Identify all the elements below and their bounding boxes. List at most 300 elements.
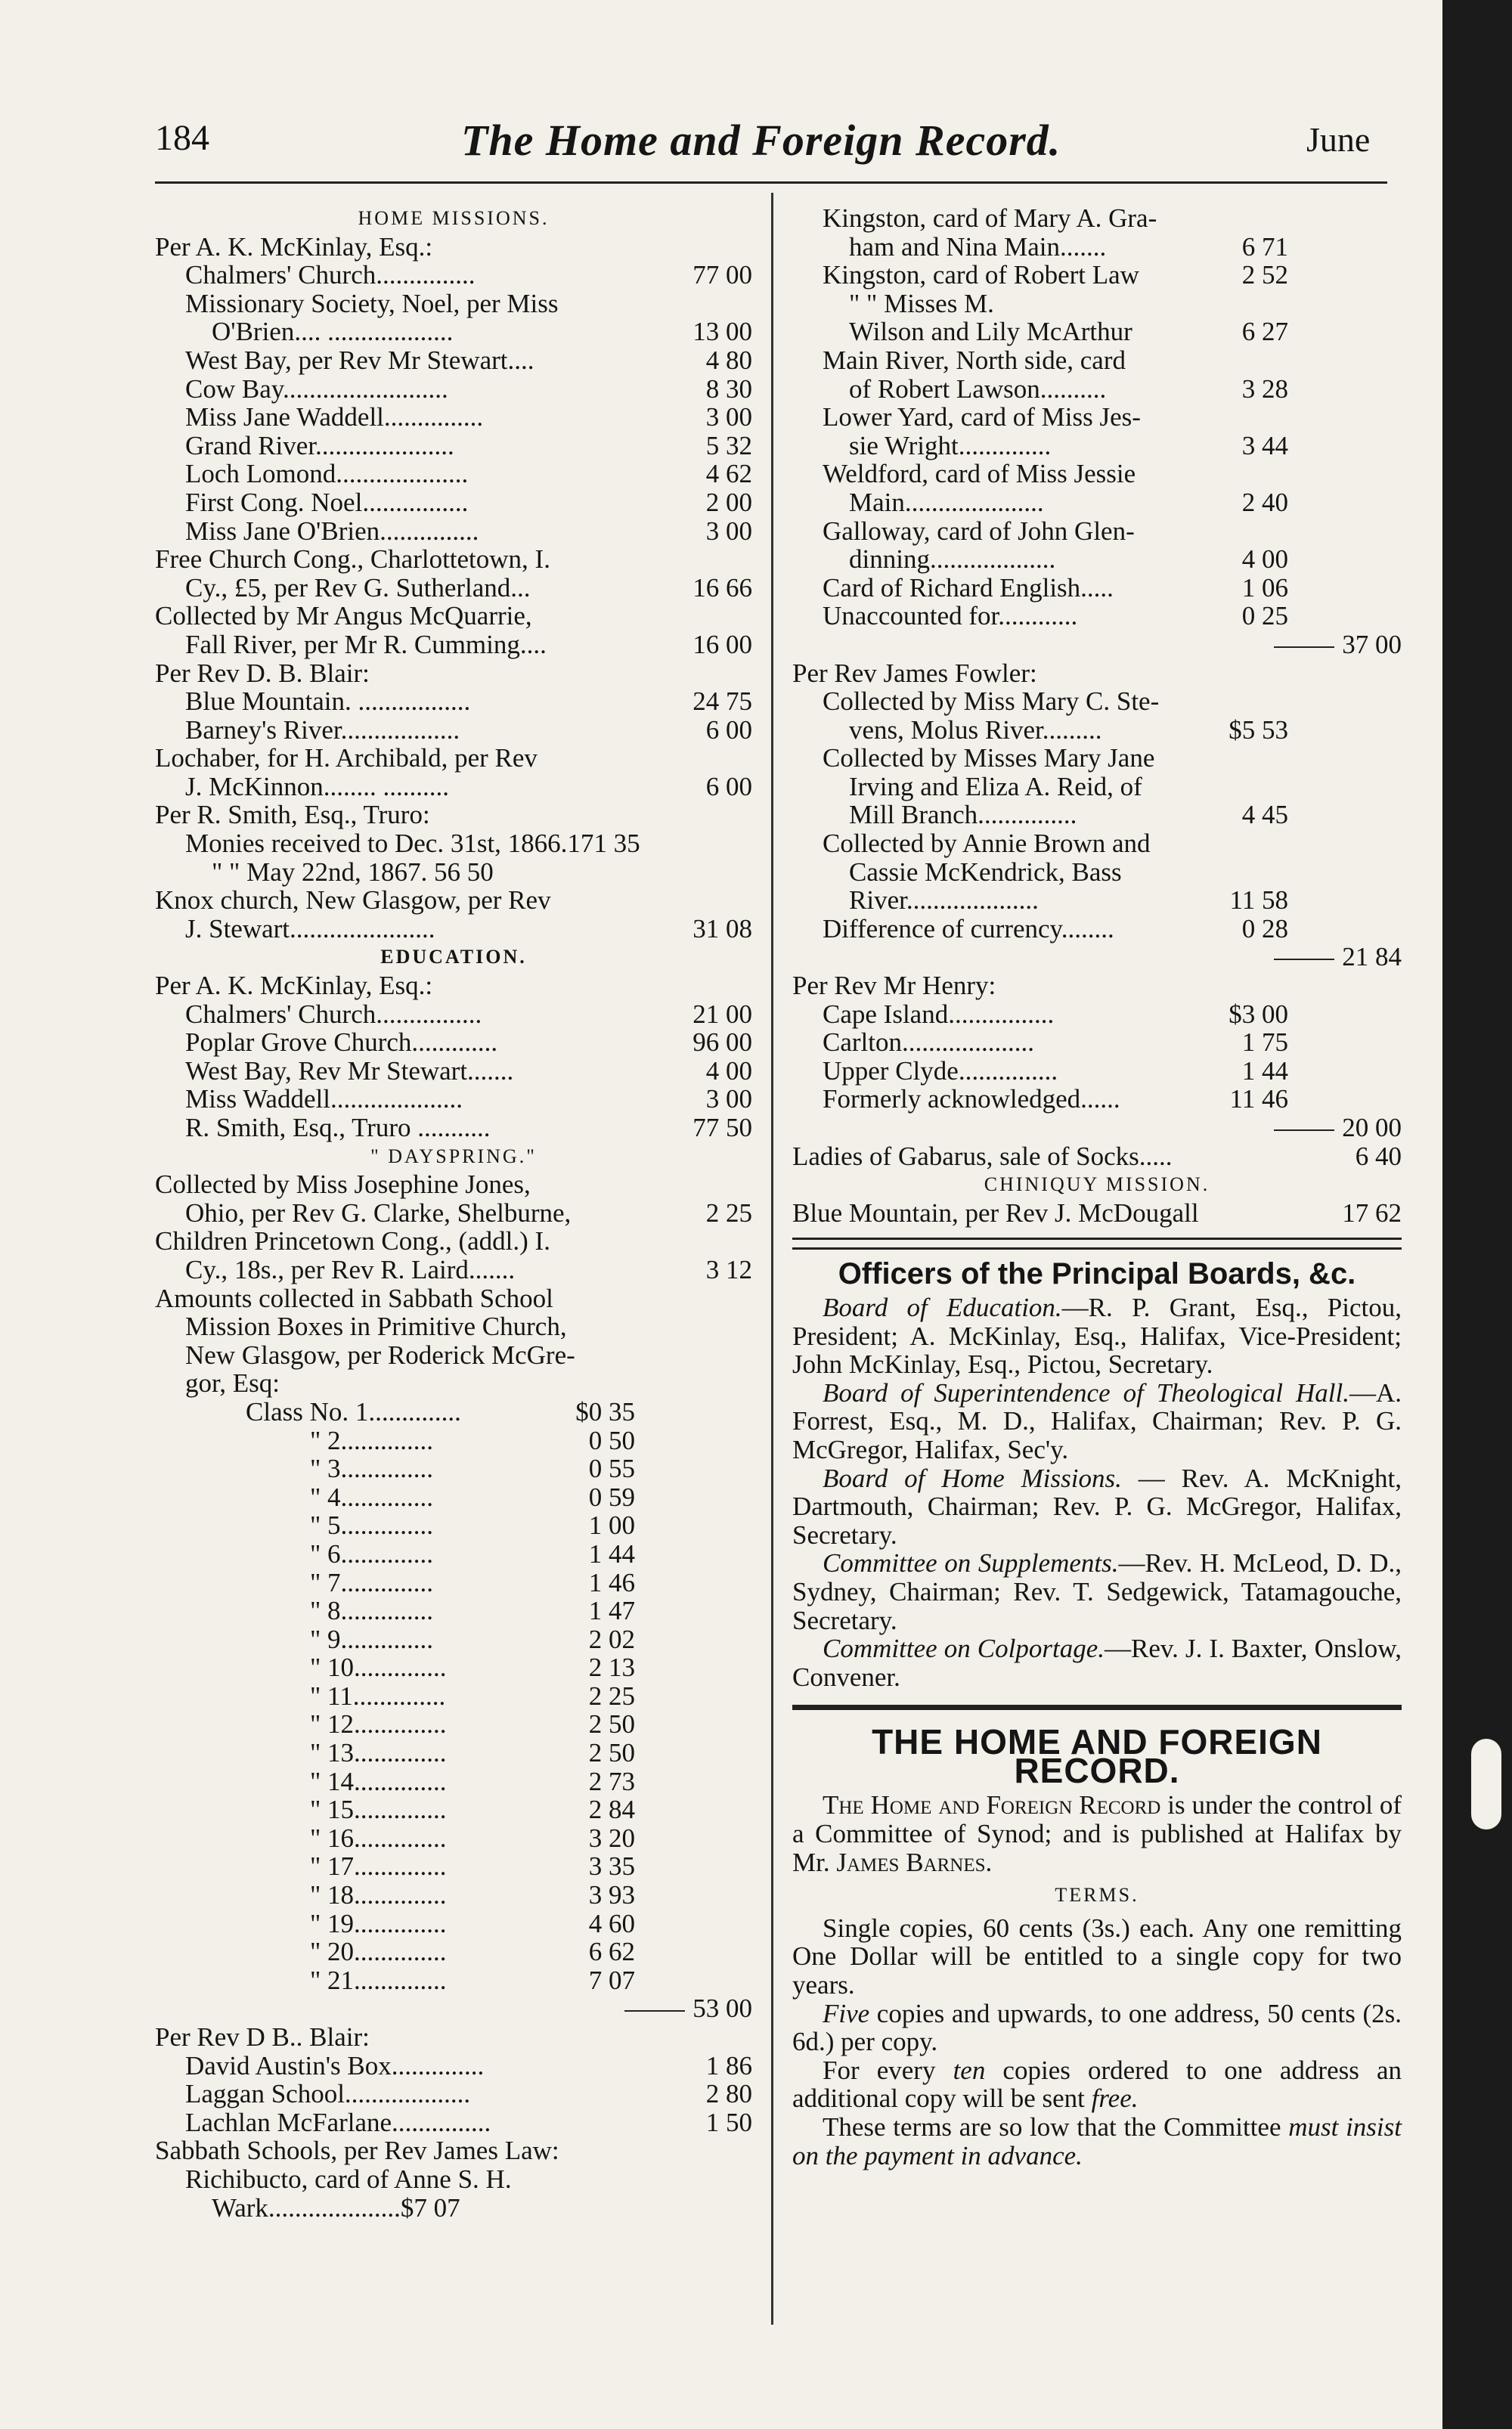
ledger-text: " 8.............. bbox=[310, 1596, 434, 1626]
ledger-text: Lochaber, for H. Archibald, per Rev bbox=[155, 743, 538, 773]
ledger-amount: 11 58 bbox=[1229, 885, 1288, 916]
ledger-text: Amounts collected in Sabbath School bbox=[155, 1283, 553, 1313]
ledger-amount: 1 44 bbox=[588, 1538, 635, 1569]
ledger-text: Collected by Misses Mary Jane bbox=[823, 743, 1155, 773]
officer-entry bbox=[792, 1634, 1402, 1691]
ledger-row bbox=[155, 1966, 752, 1995]
ledger-text: " 3.............. bbox=[310, 1454, 434, 1484]
page-number: 184 bbox=[155, 118, 209, 158]
ledger-amount: 3 20 bbox=[588, 1823, 635, 1853]
ledger-row bbox=[155, 1625, 752, 1654]
ledger-amount: $5 53 bbox=[1228, 714, 1288, 745]
ledger-text: " " May 22nd, 1867. 56 50 bbox=[212, 857, 494, 887]
subtotal-row bbox=[792, 943, 1402, 971]
ledger-text: Irving and Eliza A. Reid, of bbox=[849, 771, 1142, 801]
ledger-amount: 2 40 bbox=[1241, 487, 1288, 517]
ledger-text: Miss Jane Waddell............... bbox=[185, 402, 484, 432]
ledger-text: Laggan School................... bbox=[185, 2079, 471, 2109]
ledger-row bbox=[792, 858, 1402, 887]
ledger-text: " 14.............. bbox=[310, 1766, 447, 1796]
running-title: The Home and Foreign Record. bbox=[461, 116, 1061, 165]
ledger-text: " 11.............. bbox=[310, 1681, 446, 1711]
ledger-text: Card of Richard English..... bbox=[823, 572, 1114, 603]
ledger-text: " 7.............. bbox=[310, 1567, 434, 1597]
ledger-row bbox=[155, 2052, 752, 2080]
ledger-amount: 6 62 bbox=[588, 1937, 635, 1967]
right-column bbox=[792, 204, 1402, 2170]
ledger-row bbox=[792, 744, 1402, 773]
terms-3-emphasis: ten bbox=[953, 2055, 986, 2085]
record-intro bbox=[792, 1791, 1402, 1876]
ledger-row bbox=[792, 290, 1402, 318]
ledger-text: Barney's River.................. bbox=[185, 714, 460, 745]
section-heading: EDUCATION. bbox=[380, 946, 527, 968]
ledger-row bbox=[155, 1256, 752, 1284]
ledger-text: Collected by Miss Mary C. Ste- bbox=[823, 686, 1160, 717]
ledger-amount: 2 25 bbox=[705, 1197, 752, 1228]
ledger-amount: 2 02 bbox=[588, 1624, 635, 1654]
ledger-row bbox=[155, 858, 752, 887]
ledger-text: Galloway, card of John Glen- bbox=[823, 516, 1135, 546]
ledger-row bbox=[155, 1739, 752, 1768]
ledger-text: " 4.............. bbox=[310, 1482, 434, 1512]
ledger-text: Per Rev Mr Henry: bbox=[792, 971, 996, 1001]
ledger-amount: 8 30 bbox=[705, 373, 752, 404]
terms-paragraph-2 bbox=[792, 2000, 1402, 2056]
ledger-row bbox=[155, 602, 752, 630]
ledger-row bbox=[792, 403, 1402, 432]
ledger-row bbox=[792, 545, 1402, 574]
ledger-row bbox=[155, 1341, 752, 1370]
ledger-amount: 17 62 bbox=[1342, 1197, 1402, 1228]
ledger-row bbox=[155, 1938, 752, 1966]
subtotal-row bbox=[792, 630, 1402, 659]
section-heading: HOME MISSIONS. bbox=[358, 207, 550, 229]
officer-board-name: Board of Education. bbox=[823, 1292, 1062, 1322]
ledger-row bbox=[155, 290, 752, 318]
ledger-row bbox=[155, 233, 752, 262]
ledger-row bbox=[155, 659, 752, 688]
ledger-text: " 16.............. bbox=[310, 1823, 447, 1853]
ledger-amount: 96 00 bbox=[692, 1027, 752, 1058]
ledger-row bbox=[792, 517, 1402, 546]
header-rule bbox=[155, 181, 1387, 184]
ledger-row bbox=[155, 460, 752, 488]
ledger-text: Per A. K. McKinlay, Esq.: bbox=[155, 971, 433, 1001]
officer-entry bbox=[792, 1549, 1402, 1634]
ledger-row bbox=[155, 2194, 752, 2223]
ledger-text: Collected by Miss Josephine Jones, bbox=[155, 1170, 531, 1200]
ledger-amount: 20 00 bbox=[1274, 1114, 1402, 1142]
ledger-row bbox=[155, 1284, 752, 1313]
officer-board-name: Board of Superintendence of Theological Hall. bbox=[823, 1377, 1349, 1408]
ledger-row bbox=[155, 1227, 752, 1256]
ledger-amount: 0 28 bbox=[1241, 913, 1288, 943]
ledger-row bbox=[155, 1768, 752, 1796]
ledger-amount: 6 27 bbox=[1241, 317, 1288, 347]
ledger-text: Kingston, card of Robert Law bbox=[823, 260, 1139, 290]
ledger-row bbox=[155, 1199, 752, 1228]
ledger-text: Collected by Annie Brown and bbox=[823, 829, 1151, 859]
ledger-text: " 13.............. bbox=[310, 1738, 447, 1768]
ledger-row bbox=[792, 1199, 1402, 1228]
ledger-row bbox=[155, 1824, 752, 1853]
ledger-text: R. Smith, Esq., Truro ........... bbox=[185, 1113, 491, 1142]
ledger-text: Collected by Mr Angus McQuarrie, bbox=[155, 601, 532, 631]
section-heading: CHINIQUY MISSION. bbox=[984, 1173, 1210, 1196]
officer-board-name: Board of Home Missions. bbox=[823, 1463, 1122, 1493]
ledger-row bbox=[792, 915, 1402, 943]
ledger-text: Unaccounted for............ bbox=[823, 601, 1078, 631]
terms-3-text-a: For every bbox=[823, 2055, 953, 2085]
ledger-text: Per A. K. McKinlay, Esq.: bbox=[155, 231, 433, 262]
ledger-amount: 21 84 bbox=[1274, 943, 1402, 971]
ledger-text: Fall River, per Mr R. Cumming.... bbox=[185, 629, 547, 659]
ledger-text: Blue Mountain. ................. bbox=[185, 686, 471, 717]
officer-entry bbox=[792, 1294, 1402, 1379]
ledger-amount: 6 71 bbox=[1241, 231, 1288, 262]
ledger-text: Knox church, New Glasgow, per Rev bbox=[155, 885, 551, 916]
ledger-text: Cassie McKendrick, Bass bbox=[849, 857, 1122, 887]
ledger-row bbox=[792, 460, 1402, 488]
ledger-row bbox=[792, 346, 1402, 375]
terms-4-text: These terms are so low that the Committee bbox=[823, 2112, 1289, 2142]
ledger-amount: 77 00 bbox=[692, 260, 752, 290]
ledger-row bbox=[155, 403, 752, 432]
ledger-text: Loch Lomond.................... bbox=[185, 459, 469, 489]
ledger-amount: 3 00 bbox=[705, 402, 752, 432]
left-column bbox=[155, 204, 752, 2222]
ledger-row bbox=[155, 1795, 752, 1824]
ledger-amount: 1 47 bbox=[588, 1596, 635, 1626]
ledger-row bbox=[155, 744, 752, 773]
ledger-text: Mission Boxes in Primitive Church, bbox=[185, 1312, 567, 1342]
ledger-amount: 16 00 bbox=[692, 629, 752, 659]
record-title: THE HOME AND FOREIGN RECORD. bbox=[872, 1722, 1322, 1790]
ledger-row bbox=[155, 1114, 752, 1142]
ledger-amount: 2 50 bbox=[588, 1709, 635, 1740]
ledger-text: Cape Island................ bbox=[823, 999, 1055, 1029]
ledger-text: Children Princetown Cong., (addl.) I. bbox=[155, 1226, 550, 1256]
ledger-amount: 2 52 bbox=[1241, 260, 1288, 290]
ledger-text: Lower Yard, card of Miss Jes- bbox=[823, 402, 1141, 432]
ledger-text: Ladies of Gabarus, sale of Socks..... bbox=[792, 1141, 1173, 1171]
officer-board-name: Committee on Colportage. bbox=[823, 1634, 1105, 1664]
ledger-text: " 19.............. bbox=[310, 1908, 447, 1938]
ledger-amount: 2 13 bbox=[588, 1653, 635, 1683]
ledger-text: " 17.............. bbox=[310, 1851, 447, 1882]
officer-entry bbox=[792, 1464, 1402, 1550]
officer-board-name: Committee on Supplements. bbox=[823, 1548, 1119, 1579]
ledger-row bbox=[155, 1540, 752, 1569]
ledger-row bbox=[155, 261, 752, 290]
ledger-text: " 15.............. bbox=[310, 1795, 447, 1825]
ledger-amount: 1 00 bbox=[588, 1510, 635, 1541]
ledger-row bbox=[155, 1852, 752, 1881]
ledger-text: " 21.............. bbox=[310, 1965, 447, 1995]
ledger-text: Wark....................$7 07 bbox=[212, 2192, 460, 2223]
ledger-amount: 0 59 bbox=[588, 1482, 635, 1512]
scan-edge-notch bbox=[1471, 1739, 1501, 1829]
ledger-text: " 6.............. bbox=[310, 1538, 434, 1569]
ledger-text: West Bay, per Rev Mr Stewart.... bbox=[185, 345, 534, 375]
ledger-amount: 6 00 bbox=[705, 714, 752, 745]
ledger-row bbox=[155, 801, 752, 829]
officer-entry bbox=[792, 1379, 1402, 1464]
ledger-row bbox=[792, 801, 1402, 829]
ledger-row bbox=[155, 1000, 752, 1029]
ledger-row bbox=[155, 1085, 752, 1114]
ledger-amount: 3 44 bbox=[1241, 430, 1288, 460]
ledger-text: J. Stewart...................... bbox=[185, 913, 435, 943]
ledger-amount: 3 35 bbox=[588, 1851, 635, 1882]
ledger-text: Poplar Grove Church............. bbox=[185, 1027, 498, 1058]
subtotal-row bbox=[155, 1994, 752, 2023]
ledger-row bbox=[155, 773, 752, 801]
ledger-text: Carlton.................... bbox=[823, 1027, 1034, 1058]
ledger-row bbox=[155, 1511, 752, 1540]
ledger-row bbox=[792, 233, 1402, 262]
ledger-row bbox=[155, 1881, 752, 1910]
ledger-amount: 2 84 bbox=[588, 1795, 635, 1825]
officer-details: —Rev. J. I. Baxter, Onslow, Convener. bbox=[792, 1634, 1402, 1692]
ledger-row bbox=[792, 773, 1402, 801]
ledger-row bbox=[792, 1057, 1402, 1086]
ledger-text: Miss Jane O'Brien............... bbox=[185, 516, 479, 546]
terms-2-emphasis: Five bbox=[823, 1998, 870, 2028]
ledger-text: " 18.............. bbox=[310, 1880, 447, 1910]
terms-paragraph-3 bbox=[792, 2056, 1402, 2113]
ledger-row bbox=[155, 1312, 752, 1341]
ledger-text: Wilson and Lily McArthur bbox=[849, 317, 1132, 347]
ledger-amount: 21 00 bbox=[692, 999, 752, 1029]
terms-2-text: copies and upwards, to one address, 50 cents (2s. 6d.) per copy. bbox=[792, 1998, 1402, 2057]
ledger-text: Formerly acknowledged...... bbox=[823, 1084, 1120, 1114]
ledger-row bbox=[155, 488, 752, 517]
ledger-amount: 1 75 bbox=[1241, 1027, 1288, 1058]
ledger-row bbox=[792, 318, 1402, 346]
ledger-amount: 16 66 bbox=[692, 572, 752, 603]
ledger-row bbox=[792, 687, 1402, 716]
ledger-row bbox=[155, 687, 752, 716]
subtotal-row bbox=[792, 1114, 1402, 1142]
ledger-amount: 3 00 bbox=[705, 516, 752, 546]
ledger-text: gor, Esq: bbox=[185, 1368, 280, 1399]
ledger-row bbox=[155, 630, 752, 659]
ledger-row bbox=[792, 432, 1402, 460]
ledger-row bbox=[792, 1142, 1402, 1171]
ledger-row bbox=[155, 2108, 752, 2137]
ledger-text: " 5.............. bbox=[310, 1510, 434, 1541]
ledger-row bbox=[155, 1028, 752, 1057]
ledger-row bbox=[792, 971, 1402, 1000]
ledger-row bbox=[792, 716, 1402, 745]
ledger-row bbox=[155, 432, 752, 460]
ledger-row bbox=[155, 829, 752, 858]
ledger-amount: $0 35 bbox=[575, 1396, 635, 1427]
ledger-text: Kingston, card of Mary A. Gra- bbox=[823, 203, 1157, 233]
ledger-amount: 53 00 bbox=[624, 1994, 752, 2023]
ledger-amount: 2 73 bbox=[588, 1766, 635, 1796]
ledger-text: Blue Mountain, per Rev J. McDougall bbox=[792, 1197, 1199, 1228]
ledger-row bbox=[155, 1483, 752, 1512]
ledger-row bbox=[792, 1000, 1402, 1029]
ledger-text: dinning................... bbox=[849, 544, 1056, 575]
ledger-amount: 24 75 bbox=[692, 686, 752, 717]
terms-paragraph-4 bbox=[792, 2113, 1402, 2170]
terms-paragraph-1: Single copies, 60 cents (3s.) each. Any one remitting One Dollar will be entitled to a single copy for two years. bbox=[792, 1913, 1402, 2000]
ledger-amount: 13 00 bbox=[692, 317, 752, 347]
ledger-text: Free Church Cong., Charlottetown, I. bbox=[155, 544, 550, 575]
ledger-amount: $3 00 bbox=[1228, 999, 1288, 1029]
ledger-text: Main..................... bbox=[849, 487, 1044, 517]
ledger-amount: 3 12 bbox=[705, 1254, 752, 1284]
ledger-amount: 77 50 bbox=[692, 1113, 752, 1142]
section-rule-thick bbox=[792, 1705, 1402, 1710]
ledger-row bbox=[155, 1910, 752, 1938]
ledger-row bbox=[155, 1398, 752, 1427]
ledger-text: Mill Branch............... bbox=[849, 800, 1077, 830]
ledger-row bbox=[155, 1455, 752, 1483]
ledger-row bbox=[155, 1653, 752, 1682]
ledger-text: Grand River..................... bbox=[185, 430, 454, 460]
officer-details: —A. Forrest, Esq., M. D., Halifax, Chairman; Rev. P. G. McGregor, Halifax, Sec'y. bbox=[792, 1377, 1402, 1464]
ledger-text: Per Rev D. B. Blair: bbox=[155, 658, 370, 688]
ledger-text: Cy., £5, per Rev G. Sutherland... bbox=[185, 572, 531, 603]
ledger-row bbox=[155, 2080, 752, 2108]
ledger-text: " 10.............. bbox=[310, 1653, 447, 1683]
ledger-row bbox=[155, 971, 752, 1000]
ledger-text: David Austin's Box.............. bbox=[185, 2050, 485, 2080]
ledger-amount: 3 93 bbox=[588, 1880, 635, 1910]
record-intro-body: is under the control of a Committee of Synod; and is published at Halifax by Mr. bbox=[792, 1790, 1402, 1877]
terms-4-emphasis: must insist on the payment in advance. bbox=[792, 2112, 1402, 2170]
ledger-amount: 1 44 bbox=[1241, 1055, 1288, 1086]
ledger-text: " 9.............. bbox=[310, 1624, 434, 1654]
ledger-text: sie Wright.............. bbox=[849, 430, 1052, 460]
ledger-text: Weldford, card of Miss Jessie bbox=[823, 459, 1136, 489]
ledger-row bbox=[155, 545, 752, 574]
ledger-text: " 12.............. bbox=[310, 1709, 447, 1740]
ledger-row bbox=[155, 318, 752, 346]
officer-details: —R. P. Grant, Esq., Pictou, President; A. McKinlay, Esq., Halifax, Vice-President; John McKinlay, Esq., Pictou, Secretary. bbox=[792, 1292, 1402, 1380]
ledger-row bbox=[792, 375, 1402, 404]
ledger-row bbox=[792, 1085, 1402, 1114]
ledger-row bbox=[155, 1569, 752, 1597]
ledger-row bbox=[792, 829, 1402, 858]
ledger-text: " 20.............. bbox=[310, 1937, 447, 1967]
ledger-row bbox=[155, 915, 752, 943]
ledger-text: Upper Clyde............... bbox=[823, 1055, 1058, 1086]
ledger-text: " " Misses M. bbox=[849, 288, 994, 318]
ledger-text: Per Rev James Fowler: bbox=[792, 658, 1037, 688]
ledger-row bbox=[155, 1170, 752, 1199]
ledger-row bbox=[155, 517, 752, 546]
terms-heading: TERMS. bbox=[1055, 1884, 1139, 1907]
ledger-amount: 1 50 bbox=[705, 2107, 752, 2137]
ledger-amount: 3 00 bbox=[705, 1084, 752, 1114]
ledger-text: Miss Waddell.................... bbox=[185, 1084, 463, 1114]
ledger-amount: 6 40 bbox=[1355, 1141, 1402, 1171]
officer-details: —Rev. H. McLeod, D. D., Sydney, Chairman; Rev. T. Sedgewick, Tatamagouche, Secretary. bbox=[792, 1548, 1402, 1635]
ledger-row bbox=[792, 886, 1402, 915]
ledger-amount: 4 62 bbox=[705, 459, 752, 489]
officers-list bbox=[792, 1294, 1402, 1691]
ledger-amount: 6 00 bbox=[705, 771, 752, 801]
ledger-text: First Cong. Noel................ bbox=[185, 487, 469, 517]
ledger-amount: 7 07 bbox=[588, 1965, 635, 1995]
ledger-amount: 5 32 bbox=[705, 430, 752, 460]
ledger-text: Lachlan McFarlane............... bbox=[185, 2107, 491, 2137]
ledger-text: Difference of currency........ bbox=[823, 913, 1114, 943]
ledger-amount: 3 28 bbox=[1241, 373, 1288, 404]
ledger-row bbox=[792, 659, 1402, 688]
ledger-row bbox=[155, 1597, 752, 1625]
ledger-amount: 4 45 bbox=[1241, 800, 1288, 830]
ledger-amount: 0 25 bbox=[1241, 601, 1288, 631]
officer-details: — Rev. A. McKnight, Dartmouth, Chairman; Rev. P. G. McGregor, Halifax, Secretary. bbox=[792, 1463, 1402, 1550]
ledger-amount: 4 00 bbox=[1241, 544, 1288, 575]
ledger-row bbox=[792, 574, 1402, 603]
ledger-amount: 2 25 bbox=[588, 1681, 635, 1711]
ledger-text: ham and Nina Main....... bbox=[849, 231, 1107, 262]
ledger-amount: 1 86 bbox=[705, 2050, 752, 2080]
ledger-row bbox=[792, 261, 1402, 290]
ledger-row bbox=[155, 2136, 752, 2165]
ledger-text: Main River, North side, card bbox=[823, 345, 1126, 375]
ledger-row bbox=[155, 2023, 752, 2052]
ledger-text: O'Brien.... ................... bbox=[212, 317, 454, 347]
ledger-text: Per R. Smith, Esq., Truro: bbox=[155, 800, 430, 830]
terms-3-free: free. bbox=[1091, 2084, 1139, 2114]
ledger-amount: 2 80 bbox=[705, 2079, 752, 2109]
ledger-text: of Robert Lawson.......... bbox=[849, 373, 1107, 404]
ledger-row bbox=[155, 1710, 752, 1739]
officers-title: Officers of the Principal Boards, &c. bbox=[838, 1257, 1356, 1291]
ledger-amount: 1 06 bbox=[1241, 572, 1288, 603]
ledger-amount: 37 00 bbox=[1274, 630, 1402, 659]
ledger-row bbox=[792, 204, 1402, 233]
column-divider bbox=[771, 193, 773, 2325]
ledger-row bbox=[155, 886, 752, 915]
ledger-row bbox=[155, 375, 752, 404]
ledger-amount: 0 55 bbox=[588, 1454, 635, 1484]
section-heading: " DAYSPRING." bbox=[370, 1145, 537, 1167]
ledger-text: New Glasgow, per Roderick McGre- bbox=[185, 1340, 575, 1370]
ledger-row bbox=[155, 1369, 752, 1398]
ledger-row bbox=[155, 574, 752, 603]
ledger-text: Missionary Society, Noel, per Miss bbox=[185, 288, 559, 318]
ledger-row bbox=[155, 716, 752, 745]
ledger-amount: 0 50 bbox=[588, 1425, 635, 1455]
ledger-amount: 31 08 bbox=[692, 913, 752, 943]
ledger-amount: 2 50 bbox=[588, 1738, 635, 1768]
ledger-row bbox=[155, 1682, 752, 1711]
ledger-text: River.................... bbox=[849, 885, 1039, 916]
ledger-row bbox=[155, 346, 752, 375]
ledger-text: " 2.............. bbox=[310, 1425, 434, 1455]
ledger-amount: 4 60 bbox=[588, 1908, 635, 1938]
ledger-text: Per Rev D B.. Blair: bbox=[155, 2022, 370, 2052]
ledger-amount: 11 46 bbox=[1229, 1084, 1288, 1114]
right-column-accounts bbox=[792, 204, 1402, 1227]
ledger-text: J. McKinnon........ .......... bbox=[185, 771, 450, 801]
ledger-text: Monies received to Dec. 31st, 1866.171 35 bbox=[185, 829, 640, 859]
ledger-amount: 4 80 bbox=[705, 345, 752, 375]
ledger-amount: 2 00 bbox=[705, 487, 752, 517]
ledger-row bbox=[155, 1427, 752, 1455]
ledger-row bbox=[792, 1028, 1402, 1057]
